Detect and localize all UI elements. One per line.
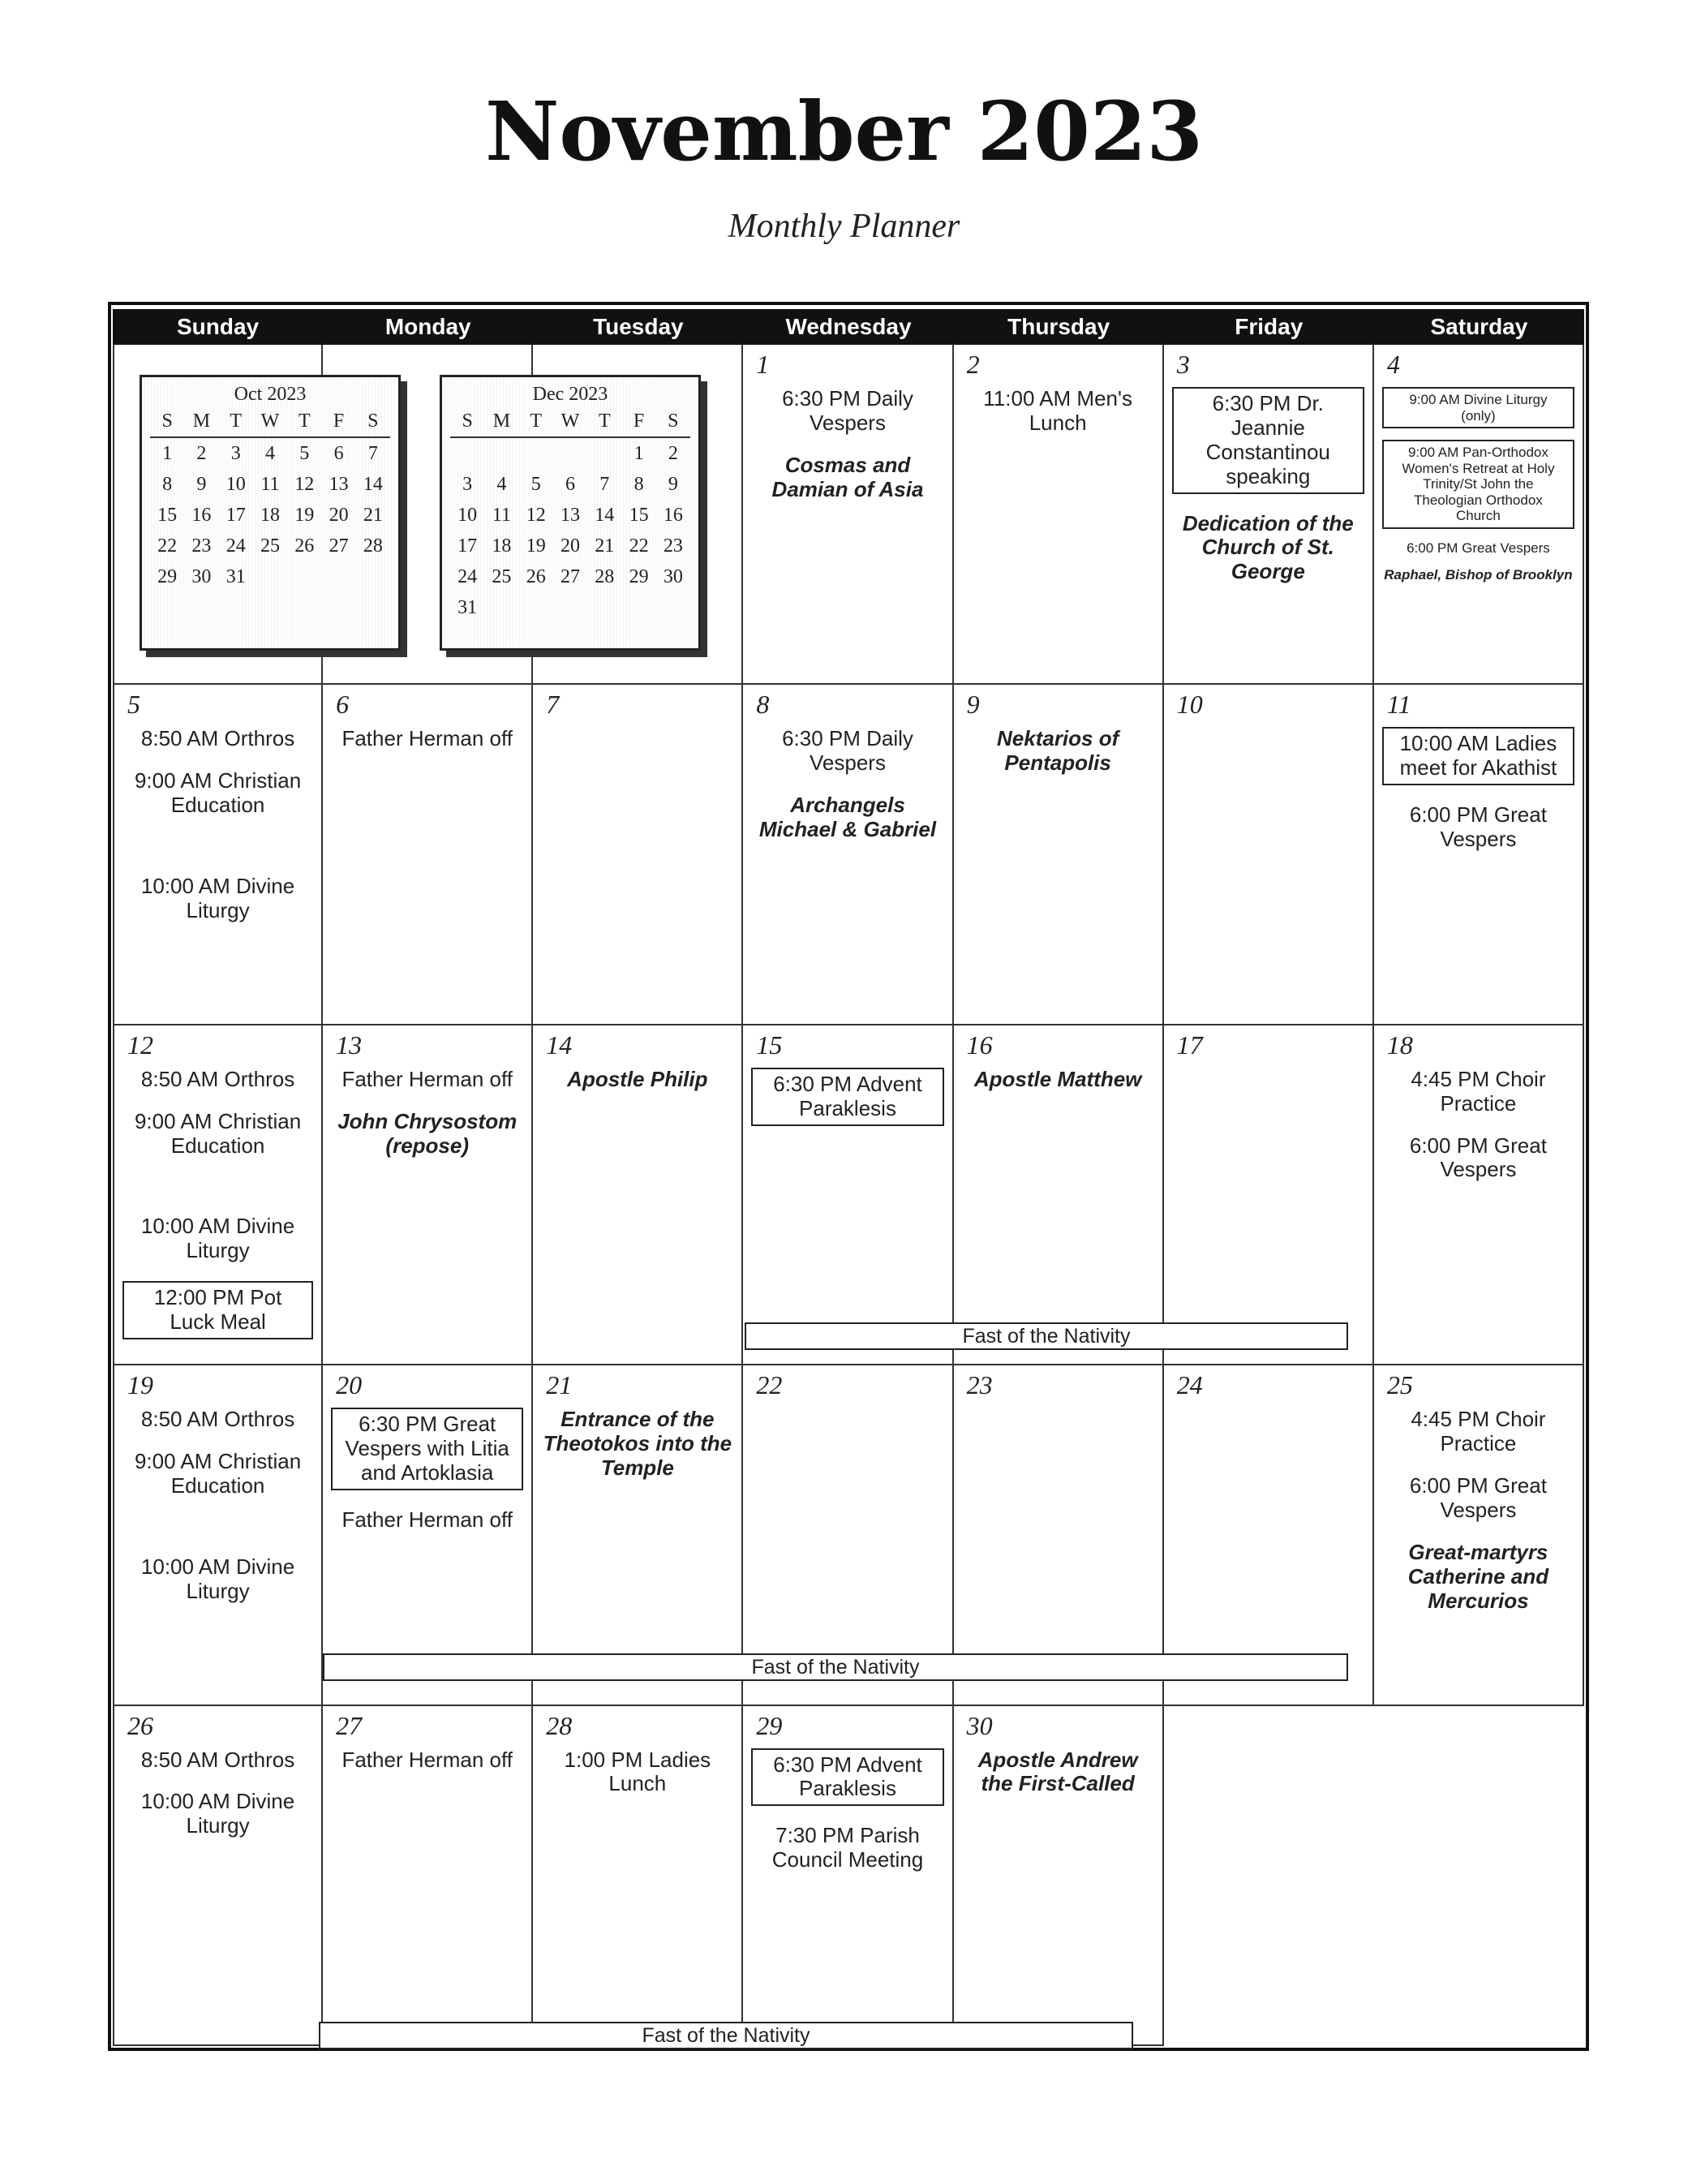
- mini-calendar-date: 17: [457, 535, 478, 557]
- event-list: [331, 1068, 523, 1176]
- day-number: 18: [1386, 1030, 1413, 1060]
- mini-calendar-date: 31: [225, 566, 246, 587]
- day-cell-17[interactable]: [1164, 1025, 1374, 1365]
- day-cell-27[interactable]: [323, 1706, 533, 2046]
- mini-calendar-date: 2: [668, 443, 678, 464]
- mini-calendar-date: 26: [294, 535, 315, 557]
- mini-calendar-date: 7: [367, 443, 378, 464]
- event-item: 1:00 PM Ladies Lunch: [564, 1747, 711, 1796]
- mini-calendar-day-initial: W: [561, 411, 580, 432]
- event-item: 4:45 PM Choir Practice: [1411, 1066, 1546, 1116]
- mini-calendar-day-initial: F: [633, 411, 645, 432]
- mini-calendar-day-initial: S: [161, 411, 173, 432]
- day-number: 8: [756, 690, 770, 720]
- mini-calendar-date: 6: [333, 443, 344, 464]
- day-cell-12[interactable]: [113, 1025, 323, 1365]
- day-cell-1[interactable]: [743, 345, 953, 685]
- mini-calendar-date: 2: [196, 443, 207, 464]
- day-number: 6: [336, 690, 350, 720]
- fast-of-nativity-bar: Fast of the Nativity: [745, 1322, 1348, 1350]
- mini-calendar-week: [442, 531, 698, 561]
- mini-calendar-date: 5: [530, 474, 541, 495]
- empty-cell: [1374, 1706, 1584, 2046]
- event-list: [962, 727, 1154, 793]
- day-cell-10[interactable]: [1164, 685, 1374, 1025]
- mini-calendar-date: 12: [526, 505, 546, 526]
- mini-calendar-date: 15: [629, 505, 649, 526]
- mini-calendar-date: 10: [457, 505, 478, 526]
- day-number: 26: [127, 1710, 153, 1740]
- day-cell-25[interactable]: [1374, 1365, 1584, 1705]
- event-list: [122, 1068, 313, 1357]
- event-item: 12:00 PM Pot Luck Meal: [122, 1281, 313, 1339]
- event-list: [1172, 387, 1364, 602]
- event-item: Father Herman off: [341, 1747, 513, 1772]
- weekday-saturday: Saturday: [1430, 314, 1528, 339]
- event-list: [962, 1068, 1154, 1110]
- feast-label: Nektarios of Pentapolis: [997, 726, 1119, 776]
- weekday-monday: Monday: [384, 314, 471, 339]
- day-number: 11: [1386, 690, 1411, 720]
- mini-calendar-date: 20: [560, 535, 580, 557]
- event-item: 8:50 AM Orthros: [140, 726, 295, 751]
- mini-calendar-date: 30: [191, 566, 212, 587]
- mini-calendar-date: 4: [264, 443, 275, 464]
- event-item: 8:50 AM Orthros: [140, 1066, 295, 1091]
- feast-label: John Chrysostom (repose): [337, 1108, 518, 1158]
- day-cell-16[interactable]: [954, 1025, 1164, 1365]
- day-cell-28[interactable]: [533, 1706, 743, 2046]
- day-cell-2[interactable]: [954, 345, 1164, 685]
- event-item: 6:00 PM Great Vespers: [1407, 540, 1550, 556]
- day-number: 27: [336, 1710, 363, 1740]
- mini-calendar-date: 11: [492, 505, 511, 526]
- mini-calendar-day-initial: M: [192, 411, 211, 432]
- mini-calendar-date: 16: [663, 505, 683, 526]
- feast-label: Dedication of the Church of St. George: [1182, 510, 1354, 584]
- mini-calendar-date: 1: [634, 443, 644, 464]
- event-list: [541, 1748, 733, 1815]
- event-item: 6:00 PM Great Vespers: [1409, 1472, 1547, 1522]
- event-item: 6:30 PM Advent Paraklesis: [751, 1068, 943, 1126]
- fast-of-nativity-bar: Fast of the Nativity: [319, 2022, 1133, 2049]
- mini-calendar-date: 3: [230, 443, 241, 464]
- mini-calendar-date: 13: [329, 474, 349, 495]
- mini-calendar-date: 29: [629, 566, 649, 587]
- mini-calendar-date: 22: [629, 535, 649, 557]
- day-cell-3[interactable]: [1164, 345, 1374, 685]
- mini-calendar-date: [656, 592, 690, 623]
- weekday-thursday: Thursday: [1007, 314, 1110, 339]
- day-cell-26[interactable]: [113, 1706, 323, 2046]
- mini-calendar-date: 6: [565, 474, 575, 495]
- mini-calendar-date: 24: [225, 535, 246, 557]
- event-list: [541, 1408, 733, 1498]
- day-number: 2: [966, 350, 980, 379]
- mini-calendar-date: 25: [492, 566, 512, 587]
- day-cell-4[interactable]: [1374, 345, 1584, 685]
- day-number: 10: [1176, 690, 1203, 720]
- mini-calendar-title: Dec 2023: [532, 384, 608, 405]
- weekday-header: [113, 309, 1584, 345]
- mini-calendar-date: [519, 438, 553, 469]
- fast-of-nativity-bar: Fast of the Nativity: [323, 1653, 1348, 1681]
- mini-calendar-day-initial: T: [230, 411, 243, 432]
- day-cell-19[interactable]: [113, 1365, 323, 1705]
- mini-calendar-date: [519, 592, 553, 623]
- event-list: [122, 1748, 313, 1857]
- day-number: 12: [127, 1030, 153, 1060]
- mini-calendar-date: 13: [560, 505, 580, 526]
- event-item: 9:00 AM Divine Liturgy (only): [1382, 387, 1574, 428]
- mini-calendar-oct: [140, 375, 401, 651]
- event-list: [1382, 1068, 1574, 1201]
- mini-calendar-date: 22: [157, 535, 178, 557]
- event-item: 10:00 AM Ladies meet for Akathist: [1382, 727, 1574, 785]
- day-number: 29: [756, 1710, 783, 1740]
- mini-calendar-day-initial: T: [530, 411, 543, 432]
- mini-calendar-date: 18: [492, 535, 512, 557]
- mini-calendar-date: 20: [329, 505, 349, 526]
- mini-calendar-date: 21: [595, 535, 615, 557]
- day-number: 22: [756, 1370, 783, 1400]
- day-number: 17: [1176, 1030, 1203, 1060]
- mini-calendar-date: 11: [260, 474, 280, 495]
- mini-calendar-date: 10: [225, 474, 246, 495]
- mini-calendar-week: [142, 561, 398, 592]
- event-item: 6:30 PM Dr. Jeannie Constantinou speaking: [1172, 387, 1364, 494]
- event-item: 6:00 PM Great Vespers: [1409, 1133, 1547, 1182]
- event-list: [122, 1408, 313, 1621]
- event-list: [751, 387, 943, 520]
- mini-calendar-date: [621, 592, 655, 623]
- mini-calendar-date: 9: [196, 474, 207, 495]
- mini-calendar-week: [442, 561, 698, 592]
- day-cell-15[interactable]: [743, 1025, 953, 1365]
- event-list: [751, 1748, 943, 1891]
- page-title: November 2023: [484, 84, 1203, 179]
- page-subtitle: Monthly Planner: [728, 208, 960, 245]
- mini-calendar-date: 8: [162, 474, 173, 495]
- day-number: 24: [1176, 1370, 1203, 1400]
- mini-calendar-week: [142, 438, 398, 469]
- mini-calendar-date: 15: [157, 505, 178, 526]
- day-cell-7[interactable]: [533, 685, 743, 1025]
- mini-calendar-week: [142, 531, 398, 561]
- feast-label: Cosmas and Damian of Asia: [771, 452, 924, 501]
- day-number: 23: [966, 1370, 993, 1400]
- day-number: 25: [1386, 1370, 1413, 1400]
- day-number: 7: [546, 690, 560, 720]
- day-number: 21: [546, 1370, 573, 1400]
- mini-calendar-date: 24: [457, 566, 478, 587]
- mini-calendar-week: [442, 592, 698, 623]
- day-number: 13: [336, 1030, 363, 1060]
- feast-label: Apostle Andrew the First-Called: [977, 1747, 1138, 1796]
- mini-calendar-date: [553, 438, 587, 469]
- event-list: [1382, 727, 1574, 870]
- event-list: [962, 387, 1154, 454]
- mini-calendar-week: [442, 438, 698, 469]
- event-item: 6:30 PM Advent Paraklesis: [751, 1748, 943, 1807]
- weekday-friday: Friday: [1235, 314, 1304, 339]
- event-item: 10:00 AM Divine Liturgy: [140, 1214, 295, 1263]
- day-number: 15: [756, 1030, 783, 1060]
- event-item: 10:00 AM Divine Liturgy: [140, 874, 295, 922]
- mini-calendar-date: 3: [462, 474, 473, 495]
- mini-calendar-title: Oct 2023: [234, 384, 307, 405]
- day-number: 4: [1386, 350, 1400, 379]
- event-item: 6:00 PM Great Vespers: [1409, 802, 1547, 852]
- mini-calendar-week: [142, 500, 398, 531]
- mini-calendar-date: 4: [496, 474, 507, 495]
- mini-calendar-date: [253, 561, 287, 592]
- mini-calendar-date: [587, 438, 621, 469]
- mini-calendar-day-initial: T: [598, 411, 611, 432]
- mini-calendar-date: 28: [595, 566, 615, 587]
- day-number: 5: [127, 690, 140, 720]
- mini-calendar-date: [484, 438, 518, 469]
- event-item: 6:30 PM Daily Vespers: [782, 386, 913, 435]
- event-item: 10:00 AM Divine Liturgy: [140, 1789, 295, 1838]
- weekday-sunday: Sunday: [177, 314, 260, 339]
- weekday-wednesday: Wednesday: [785, 314, 912, 339]
- mini-calendar-day-initial: S: [367, 411, 379, 432]
- mini-calendar-day-initial: W: [260, 411, 280, 432]
- day-cell-30[interactable]: [954, 1706, 1164, 2046]
- day-cell-18[interactable]: [1374, 1025, 1584, 1365]
- day-number: 14: [546, 1030, 573, 1060]
- event-item: 8:50 AM Orthros: [140, 1747, 295, 1772]
- mini-calendar-date: [484, 592, 518, 623]
- mini-calendar-date: 14: [595, 505, 615, 526]
- mini-calendar-date: [356, 561, 390, 592]
- mini-calendar-week: [142, 469, 398, 500]
- mini-calendar-date: 19: [294, 505, 315, 526]
- mini-calendar-date: 23: [191, 535, 212, 557]
- event-list: [541, 1068, 733, 1110]
- mini-calendar-date: [587, 592, 621, 623]
- mini-calendar-date: 30: [663, 566, 683, 587]
- event-list: [331, 1748, 523, 1791]
- day-cell-6[interactable]: [323, 685, 533, 1025]
- mini-calendar-date: 5: [299, 443, 310, 464]
- mini-calendar-date: 16: [191, 505, 212, 526]
- day-number: 1: [756, 350, 770, 379]
- day-cell-13[interactable]: [323, 1025, 533, 1365]
- mini-calendar-day-initial: M: [492, 411, 511, 432]
- mini-calendar-day-initial: T: [298, 411, 311, 432]
- event-list: [751, 1068, 943, 1144]
- event-item: 10:00 AM Divine Liturgy: [140, 1554, 295, 1603]
- event-item: Father Herman off: [341, 726, 513, 751]
- event-item: 8:50 AM Orthros: [140, 1407, 295, 1432]
- mini-calendar-date: 18: [260, 505, 280, 526]
- mini-calendar-date: 19: [526, 535, 546, 557]
- event-list: [1382, 387, 1574, 595]
- mini-calendar-date: 17: [225, 505, 246, 526]
- mini-calendar-date: 1: [162, 443, 173, 464]
- mini-calendar-date: [450, 438, 484, 469]
- mini-calendar-date: 26: [526, 566, 546, 587]
- day-cell-29[interactable]: [743, 1706, 953, 2046]
- event-list: [962, 1748, 1154, 1815]
- day-cell-11[interactable]: [1374, 685, 1584, 1025]
- day-cell-8[interactable]: [743, 685, 953, 1025]
- day-cell-5[interactable]: [113, 685, 323, 1025]
- mini-calendar-day-initial: S: [668, 411, 679, 432]
- mini-calendar-date: 7: [599, 474, 610, 495]
- mini-calendar-date: 21: [363, 505, 383, 526]
- feast-label: Archangels Michael & Gabriel: [758, 793, 937, 842]
- mini-calendar-date: 27: [560, 566, 580, 587]
- mini-calendar-date: 12: [294, 474, 315, 495]
- day-number: 3: [1176, 350, 1190, 379]
- event-item: 4:45 PM Choir Practice: [1411, 1407, 1546, 1456]
- event-item: Father Herman off: [341, 1507, 513, 1532]
- feast-label: Entrance of the Theotokos into the Temple: [543, 1407, 732, 1480]
- day-cell-14[interactable]: [533, 1025, 743, 1365]
- event-list: [1382, 1408, 1574, 1631]
- mini-calendar-date: 28: [363, 535, 383, 557]
- feast-label: Great-martyrs Catherine and Mercurios: [1407, 1539, 1549, 1613]
- mini-calendar-date: 9: [668, 474, 678, 495]
- mini-calendar-week: [442, 500, 698, 531]
- day-number: 20: [336, 1370, 363, 1400]
- event-item: 6:30 PM Daily Vespers: [782, 726, 913, 776]
- empty-cell: [1164, 1706, 1374, 2046]
- event-list: [122, 727, 313, 940]
- mini-calendar-date: 25: [260, 535, 280, 557]
- mini-calendar-day-initial: F: [333, 411, 345, 432]
- day-number: 28: [546, 1710, 573, 1740]
- feast-label: Apostle Matthew: [973, 1066, 1142, 1091]
- mini-calendar-date: 27: [329, 535, 349, 557]
- mini-calendar-date: 31: [457, 597, 478, 618]
- event-list: [331, 1408, 523, 1550]
- mini-calendar-date: 29: [157, 566, 178, 587]
- mini-calendar-day-header: [450, 406, 690, 438]
- mini-calendar-date: [321, 561, 355, 592]
- mini-calendar-dec: [440, 375, 701, 651]
- mini-calendar-week: [442, 469, 698, 500]
- mini-calendar-day-header: [150, 406, 390, 438]
- mini-calendar-date: 23: [663, 535, 683, 557]
- day-number: 30: [966, 1710, 993, 1740]
- event-item: 11:00 AM Men's Lunch: [983, 386, 1132, 435]
- event-item: 9:00 AM Christian Education: [134, 1108, 302, 1158]
- event-item: 7:30 PM Parish Council Meeting: [771, 1823, 924, 1872]
- event-item: 6:30 PM Great Vespers with Litia and Artoklasia: [331, 1408, 523, 1490]
- day-cell-9[interactable]: [954, 685, 1164, 1025]
- feast-label: Apostle Philip: [567, 1066, 708, 1091]
- mini-calendar-date: 8: [634, 474, 644, 495]
- event-item: 9:00 AM Pan-Orthodox Women's Retreat at Holy Trinity/St John the Theologian Orthodox Church: [1382, 440, 1574, 529]
- event-item: 9:00 AM Christian Education: [134, 768, 302, 818]
- day-number: 19: [127, 1370, 153, 1400]
- day-number: 9: [966, 690, 980, 720]
- event-item: 9:00 AM Christian Education: [134, 1449, 302, 1498]
- weekday-tuesday: Tuesday: [593, 314, 684, 339]
- event-list: [331, 727, 523, 769]
- mini-calendar-date: 14: [363, 474, 383, 495]
- mini-calendar-date: [287, 561, 321, 592]
- day-number: 16: [966, 1030, 993, 1060]
- mini-calendar-day-initial: S: [462, 411, 473, 432]
- feast-label: Raphael, Bishop of Brooklyn: [1384, 567, 1573, 583]
- event-list: [751, 727, 943, 860]
- mini-calendar-date: [553, 592, 587, 623]
- event-item: Father Herman off: [341, 1066, 513, 1091]
